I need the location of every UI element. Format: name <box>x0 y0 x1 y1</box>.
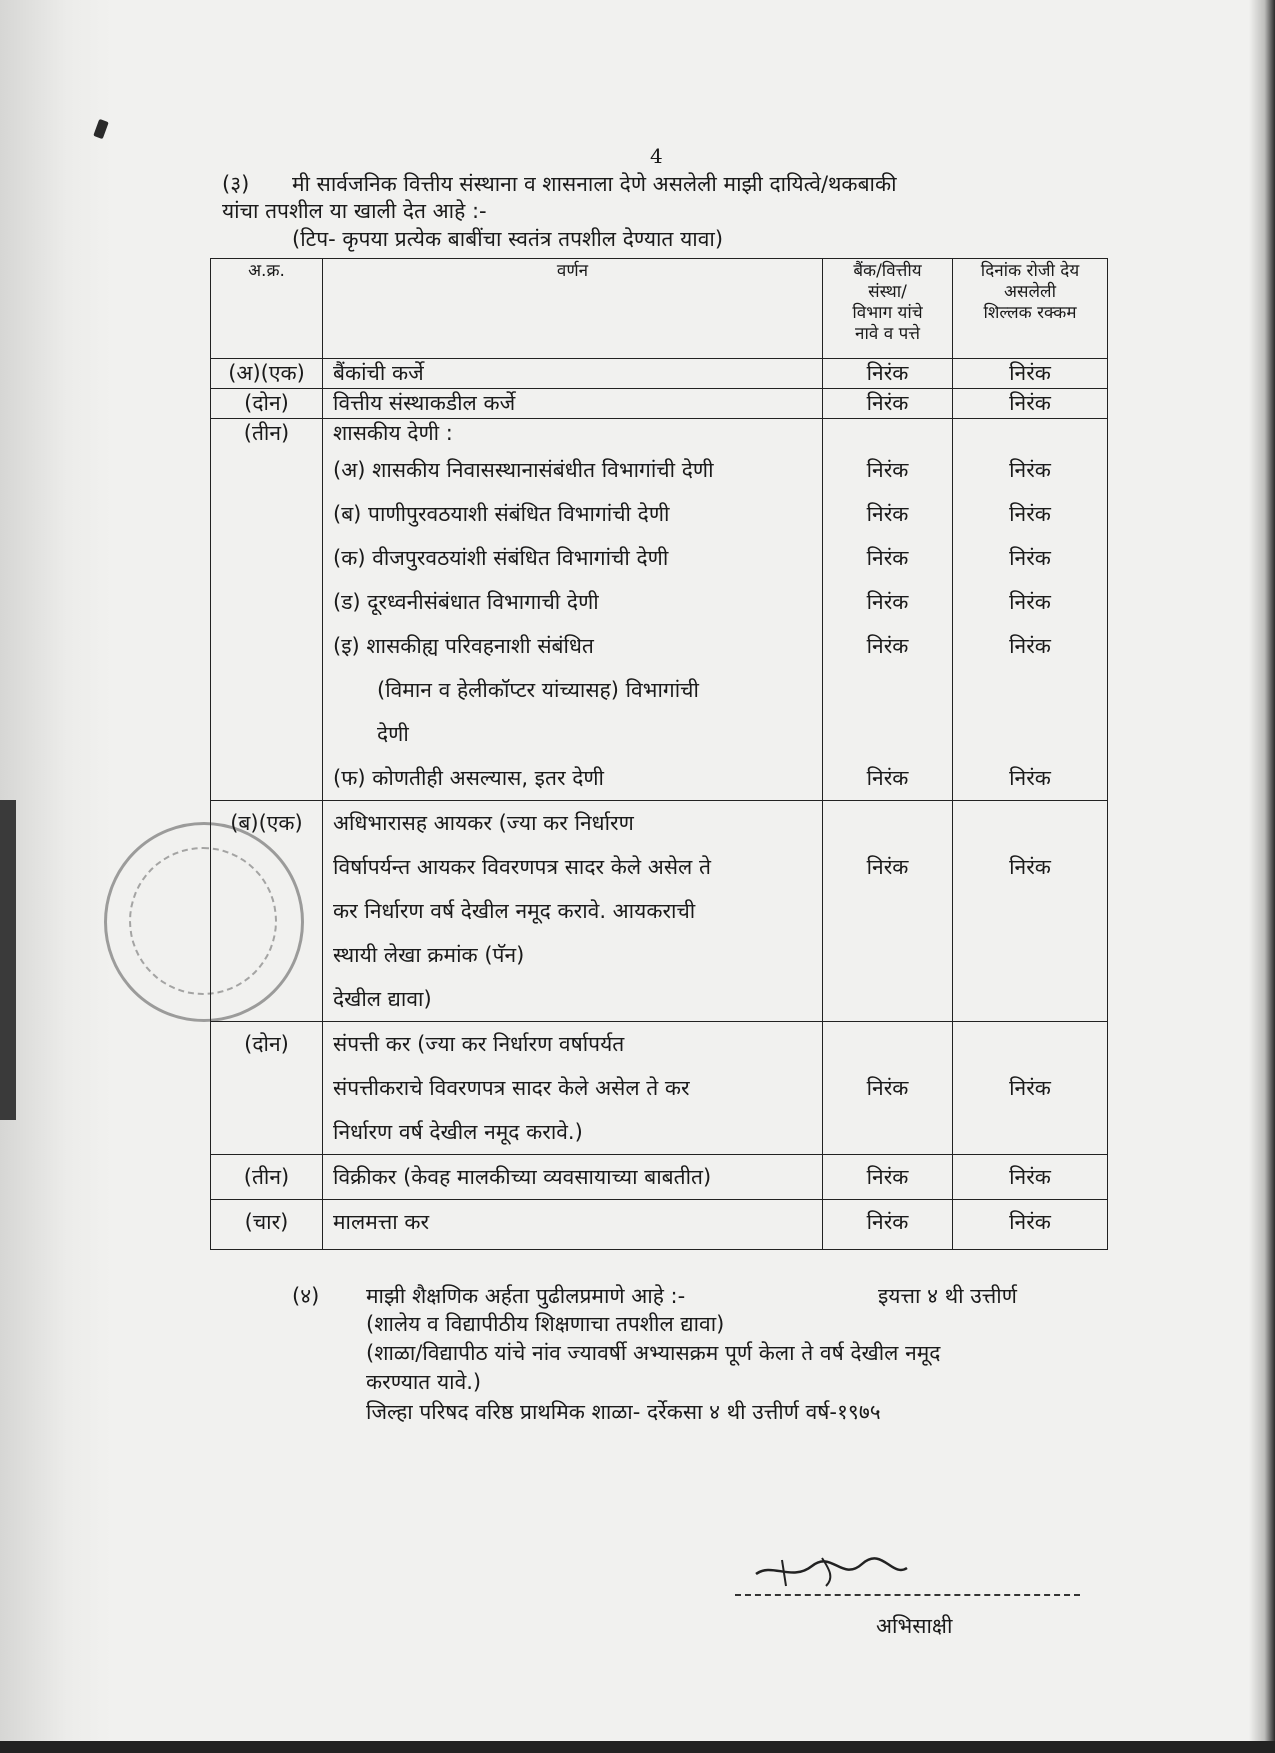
signature-line <box>735 1594 1080 1596</box>
section3-line2: यांचा तपशील या खाली देत आहे :- <box>222 199 487 223</box>
header-desc: वर्णन <box>323 259 823 359</box>
binding-shadow <box>0 0 112 1753</box>
section3-line1: मी सार्वजनिक वित्तीय संस्थाना व शासनाला देणे असलेली माझी दायित्वे/थकबाकी <box>292 172 897 196</box>
section3-number: (३) <box>222 172 250 196</box>
section4-number: (४) <box>292 1284 320 1308</box>
section3-note: (टिप- कृपया प्रत्येक बाबींचा स्वतंत्र तपशील देण्यात यावा) <box>292 227 724 251</box>
table-header-row <box>211 259 1108 359</box>
signature-label: अभिसाक्षी <box>876 1614 953 1638</box>
section4-line2: (शालेय व विद्यापीठीय शिक्षणाचा तपशील द्यावा) <box>366 1312 725 1336</box>
page-number: 4 <box>650 144 663 168</box>
header-bank: बैंक/वित्तीय संस्था/ विभाग यांचे नावे व पत्ते <box>823 259 953 359</box>
table-row: (ब)(एक) अधिभारासह आयकर (ज्या कर निर्धारण विर्षापर्यन्त आयकर विवरणपत्र सादर केले असेल ते कर निर्धारण वर्ष देखील नमूद करावे. आयकराची स्थायी लेखा क्रमांक (पॅन) देखील द्यावा) निरंक निरंक <box>211 801 1108 1022</box>
header-sn: अ.क्र. <box>211 259 323 359</box>
page-edge-bottom <box>0 1741 1275 1753</box>
page-edge-right <box>1249 0 1275 1753</box>
section4-line4: करण्यात यावे.) <box>366 1370 482 1394</box>
table-row: (चार) मालमत्ता कर निरंक निरंक <box>211 1200 1108 1250</box>
table-row: (दोन) संपत्ती कर (ज्या कर निर्धारण वर्षापर्यत संपत्तीकराचे विवरणपत्र सादर केले असेल ते कर निर्धारण वर्ष देखील नमूद करावे.) निरंक निरंक <box>211 1022 1108 1155</box>
section4-line3: (शाळा/विद्यापीठ यांचे नांव ज्यावर्षी अभ्यासक्रम पूर्ण केला ते वर्ष देखील नमूद <box>366 1341 941 1365</box>
header-amount: दिनांक रोजी देय असलेली शिल्लक रक्कम <box>953 259 1108 359</box>
signature-scribble-icon <box>752 1552 912 1592</box>
section4-line5: जिल्हा परिषद वरिष्ठ प्राथमिक शाळा- दर्रेकसा ४ थी उत्तीर्ण वर्ष-१९७५ <box>366 1400 881 1424</box>
section4-line1: माझी शैक्षणिक अर्हता पुढीलप्रमाणे आहे :- <box>366 1284 686 1308</box>
table-row: (तीन) विक्रीकर (केवह मालकीच्या व्यवसायाच्या बाबतीत) निरंक निरंक <box>211 1155 1108 1200</box>
section4-answer: इयत्ता ४ थी उत्तीर्ण <box>878 1284 1017 1308</box>
table-row: (दोन) वित्तीय संस्थाकडील कर्जे निरंक निरंक <box>211 389 1108 419</box>
liabilities-table <box>210 258 1108 1250</box>
table-row: (अ)(एक) बैंकांची कर्जे निरंक निरंक <box>211 359 1108 389</box>
table-row: (तीन) शासकीय देणी : (अ) शासकीय निवासस्थानासंबंधीत विभागांची देणी (ब) पाणीपुरवठयाशी संबंधित विभागांची देणी (क) वीजपुरवठयांशी संबंधित विभागांची देणी (ड) दूरध्वनीसंबंधात विभागाची देणी (इ) शासकीह्य परिवहनाशी संबंधित (विमान व हेलीकॉप्टर यांच्यासह) विभागांची देणी (फ) कोणतीही असल्यास, इतर देणी निरंक निरंक निरंक निरंक निरंक निरंक निरंक निरंक निरंक निरंक निरंक निरंक <box>211 419 1108 801</box>
page-edge <box>0 800 16 1120</box>
